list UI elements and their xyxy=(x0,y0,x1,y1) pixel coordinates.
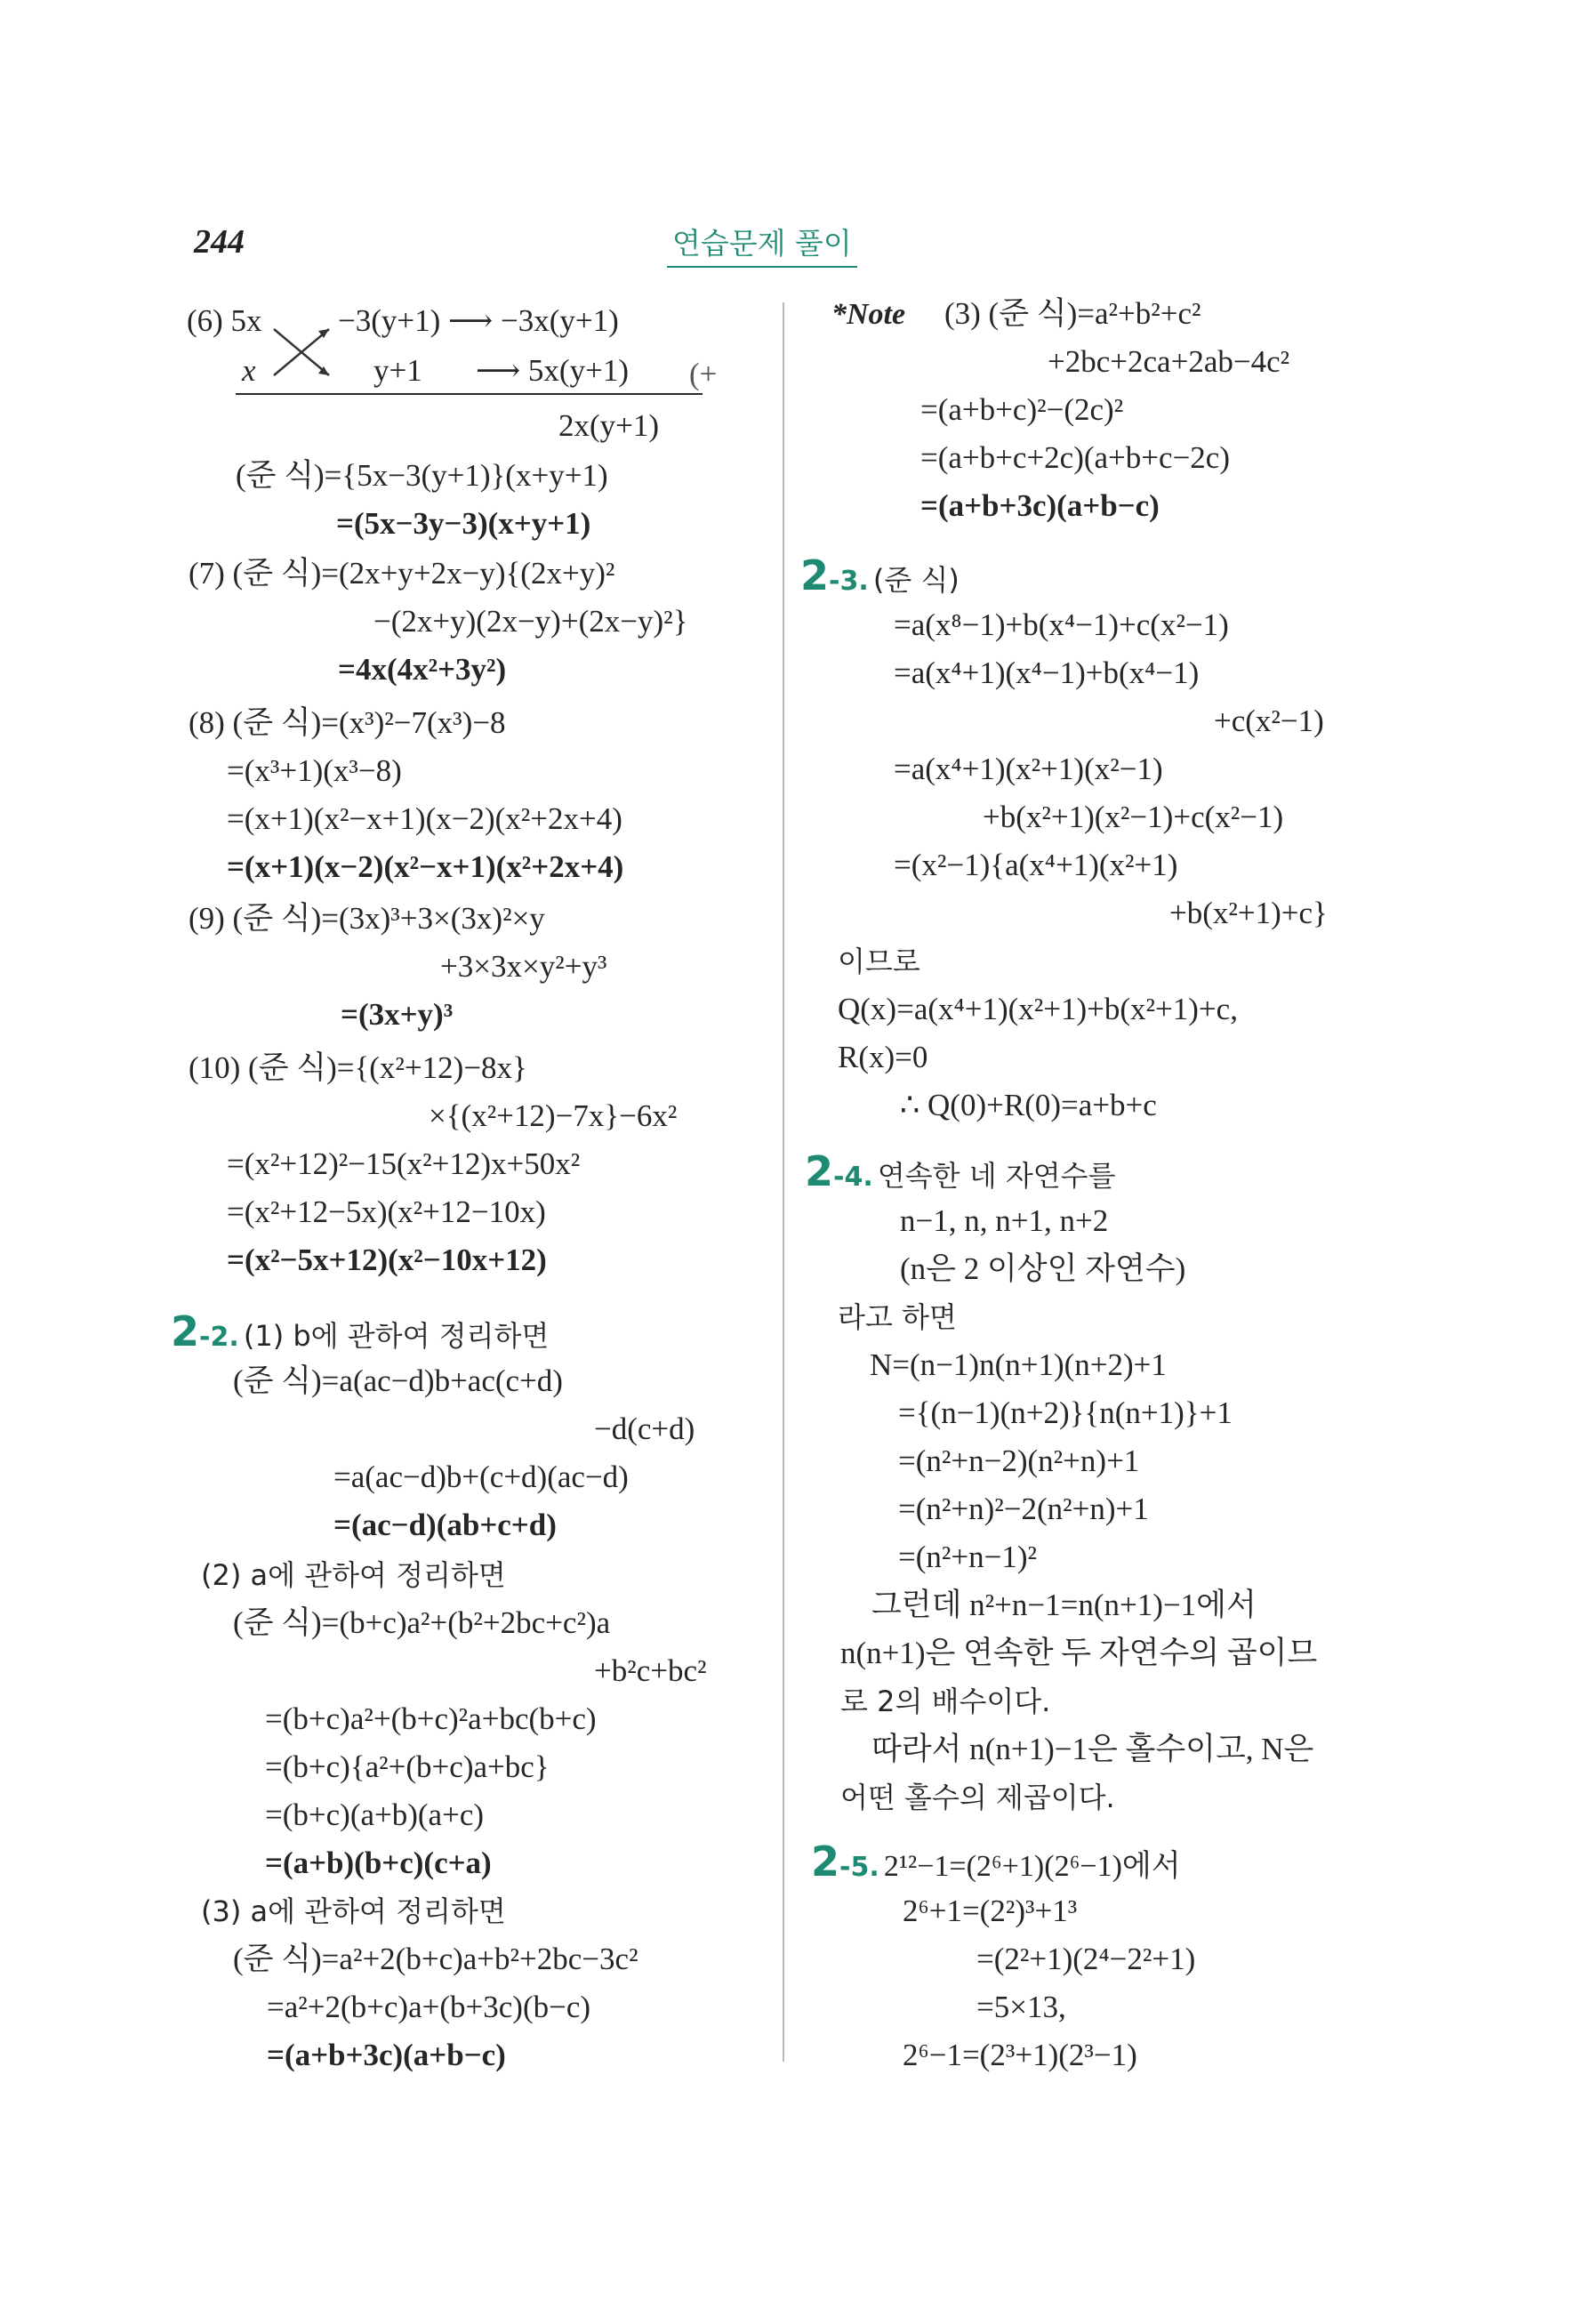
p6-plus: (+ xyxy=(689,357,718,391)
s23-l3: +c(x²−1) xyxy=(1214,704,1324,738)
note-line-5: =(a+b+3c)(a+b−c) xyxy=(920,488,1160,523)
note-line-1: (3) (준 식)=a²+b²+c² xyxy=(944,296,1201,331)
s22-a3: =a(ac−d)b+(c+d)(ac−d) xyxy=(333,1460,629,1494)
section-2-5-number: 2 xyxy=(811,1837,840,1886)
p6-mid-right: ⟶ 5x(y+1) xyxy=(476,353,629,388)
note-line-3: =(a+b+c)²−(2c)² xyxy=(920,392,1124,427)
s23-l1: =a(x⁸−1)+b(x⁴−1)+c(x²−1) xyxy=(894,607,1229,642)
p8-line-1: (8) (준 식)=(x³)²−7(x³)−8 xyxy=(189,705,506,740)
s22-c2: =a²+2(b+c)a+(b+3c)(b−c) xyxy=(267,1990,591,2024)
s25-l2: =(2²+1)(2⁴−2²+1) xyxy=(976,1942,1196,1976)
s22-b6: =(a+b)(b+c)(c+a) xyxy=(265,1846,492,1880)
s22-a4: =(ac−d)(ab+c+d) xyxy=(333,1508,557,1542)
section-2-4-head: 연속한 네 자연수를 xyxy=(877,1159,1116,1193)
s22-b5: =(b+c)(a+b)(a+c) xyxy=(265,1797,485,1832)
note-label: *Note xyxy=(831,298,906,331)
running-title: 연습문제 풀이 xyxy=(667,221,857,268)
s24-l5: ={(n−1)(n+2)}{n(n+1)}+1 xyxy=(898,1395,1233,1430)
s25-l1: 2⁶+1=(2²)³+1³ xyxy=(903,1894,1078,1928)
s23-l9: Q(x)=a(x⁴+1)(x²+1)+b(x²+1)+c, xyxy=(838,992,1238,1026)
section-2-4-number: 2 xyxy=(805,1147,834,1195)
p6-mid-mid: y+1 xyxy=(373,353,422,388)
section-2-2-part1-heading: (1) b에 관하여 정리하면 xyxy=(243,1319,550,1353)
p10-line-2: ×{(x²+12)−7x}−6x² xyxy=(429,1098,678,1133)
s22-b2: +b²c+bc² xyxy=(594,1653,707,1688)
p8-line-4: =(x+1)(x−2)(x²−x+1)(x²+2x+4) xyxy=(227,849,624,884)
s24-l4: N=(n−1)n(n+1)(n+2)+1 xyxy=(870,1347,1167,1382)
s25-l3: =5×13, xyxy=(976,1990,1066,2024)
s23-l6: =(x²−1){a(x⁴+1)(x²+1) xyxy=(894,848,1178,882)
s22-b1: (준 식)=(b+c)a²+(b²+2bc+c²)a xyxy=(233,1605,611,1640)
s24-l7: =(n²+n)²−2(n²+n)+1 xyxy=(898,1492,1149,1526)
p8-line-2: =(x³+1)(x³−8) xyxy=(227,753,402,788)
s24-l6: =(n²+n−2)(n²+n)+1 xyxy=(898,1443,1140,1478)
section-2-2-heading xyxy=(171,1309,549,1363)
s24-l2: (n은 2 이상인 자연수) xyxy=(900,1251,1186,1286)
s22-c1: (준 식)=a²+2(b+c)a+b²+2bc−3c² xyxy=(233,1942,638,1976)
section-2-4-suffix: -4. xyxy=(833,1162,873,1193)
s24-l9: 그런데 n²+n−1=n(n+1)−1에서 xyxy=(871,1588,1257,1622)
note-line-4: =(a+b+c+2c)(a+b+c−2c) xyxy=(920,440,1231,475)
p6-x-term: x xyxy=(242,353,256,388)
s22-c3: =(a+b+3c)(a+b−c) xyxy=(267,2038,506,2072)
p9-line-3: =(3x+y)³ xyxy=(341,997,454,1032)
p6-sum: 2x(y+1) xyxy=(558,408,660,443)
p7-line-3: =4x(4x²+3y²) xyxy=(338,652,507,687)
p10-line-3: =(x²+12)²−15(x²+12)x+50x² xyxy=(227,1146,581,1181)
s23-l5: +b(x²+1)(x²−1)+c(x²−1) xyxy=(983,800,1284,834)
section-2-3-suffix: -3. xyxy=(829,566,869,597)
s22-b3: =(b+c)a²+(b+c)²a+bc(b+c) xyxy=(265,1701,597,1736)
p10-line-4: =(x²+12−5x)(x²+12−10x) xyxy=(227,1194,546,1229)
s24-l3: 라고 하면 xyxy=(838,1300,957,1334)
s23-l11: ∴ Q(0)+R(0)=a+b+c xyxy=(900,1088,1157,1122)
s24-l13: 어떤 홀수의 제곱이다. xyxy=(840,1781,1115,1814)
section-2-5-suffix: -5. xyxy=(839,1852,879,1883)
section-2-3-number: 2 xyxy=(800,551,830,599)
section-2-5-head: 2¹²−1=(2⁶+1)(2⁶−1)에서 xyxy=(883,1850,1181,1883)
section-2-4-heading xyxy=(805,1149,1115,1203)
column-divider xyxy=(783,302,784,2062)
s25-l4: 2⁶−1=(2³+1)(2³−1) xyxy=(903,2038,1137,2072)
note-line-2: +2bc+2ca+2ab−4c² xyxy=(1048,344,1290,379)
s23-l2: =a(x⁴+1)(x⁴−1)+b(x⁴−1) xyxy=(894,655,1200,690)
s24-l1: n−1, n, n+1, n+2 xyxy=(900,1203,1109,1238)
s22-part3-heading: (3) a에 관하여 정리하면 xyxy=(201,1894,506,1928)
s22-b4: =(b+c){a²+(b+c)a+bc} xyxy=(265,1749,550,1784)
s23-l10: R(x)=0 xyxy=(838,1040,928,1074)
p6-line-2: =(5x−3y−3)(x+y+1) xyxy=(336,506,591,541)
p9-line-1: (9) (준 식)=(3x)³+3×(3x)²×y xyxy=(189,901,545,936)
s22-a2: −d(c+d) xyxy=(594,1411,695,1446)
p10-line-5: =(x²−5x+12)(x²−10x+12) xyxy=(227,1242,547,1277)
cross-multiplication-icon xyxy=(267,317,338,388)
section-2-5-heading xyxy=(811,1839,1181,1894)
s24-l10: n(n+1)은 연속한 두 자연수의 곱이므 xyxy=(840,1636,1318,1670)
p9-line-2: +3×3x×y²+y³ xyxy=(440,949,607,984)
section-2-2-number: 2 xyxy=(171,1307,200,1355)
p10-line-1: (10) (준 식)={(x²+12)−8x} xyxy=(189,1050,527,1085)
s24-l8: =(n²+n−1)² xyxy=(898,1540,1038,1574)
s22-part2-heading: (2) a에 관하여 정리하면 xyxy=(201,1558,506,1592)
s23-l8: 이므로 xyxy=(838,945,920,978)
p6-line-1: (준 식)={5x−3(y+1)}(x+y+1) xyxy=(236,458,608,493)
s23-l7: +b(x²+1)+c} xyxy=(1169,896,1328,930)
section-2-3-head: (준 식) xyxy=(872,563,960,597)
s23-l4: =a(x⁴+1)(x²+1)(x²−1) xyxy=(894,752,1163,786)
s24-l12: 따라서 n(n+1)−1은 홀수이고, N은 xyxy=(871,1732,1314,1766)
p6-label: (6) 5x xyxy=(187,303,262,338)
p7-line-1: (7) (준 식)=(2x+y+2x−y){(2x+y)² xyxy=(189,556,615,591)
section-2-3-heading xyxy=(800,553,960,607)
s24-l11: 로 2의 배수이다. xyxy=(840,1685,1051,1718)
page-number: 244 xyxy=(194,223,245,261)
p8-line-3: =(x+1)(x²−x+1)(x−2)(x²+2x+4) xyxy=(227,801,622,836)
section-2-2-suffix: -2. xyxy=(199,1322,239,1353)
s22-a1: (준 식)=a(ac−d)b+ac(c+d) xyxy=(233,1363,563,1398)
p6-sum-rule xyxy=(236,393,703,395)
p7-line-2: −(2x+y)(2x−y)+(2x−y)²} xyxy=(373,604,688,639)
p6-top-right: −3(y+1) ⟶ −3x(y+1) xyxy=(338,303,619,338)
